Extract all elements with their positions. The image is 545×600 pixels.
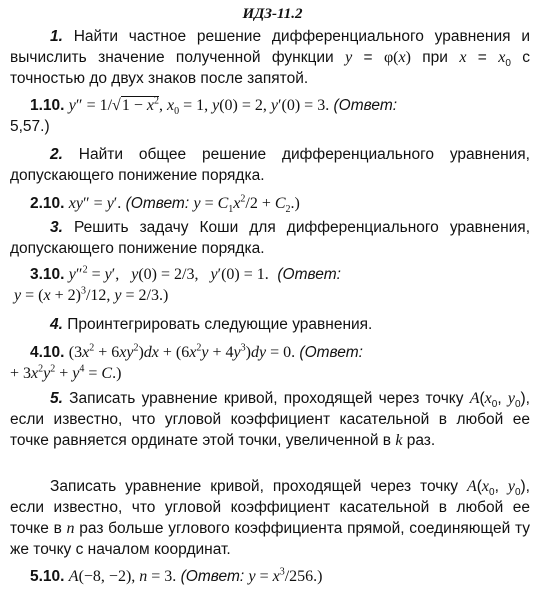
task-1-number: 1. xyxy=(50,28,63,45)
task-5-answer-number: 5.10. xyxy=(30,568,65,585)
task-3-answer-label: (Ответ: xyxy=(277,266,341,283)
task-4-text: Проинтегрировать следующие уравнения. xyxy=(67,316,373,333)
task-2-answer-label: (Ответ: xyxy=(125,195,190,212)
task-3-statement: 3. Решить задачу Коши для дифференциального уравнения, допускающего понижение порядка. xyxy=(10,219,530,257)
task-2-number: 2. xyxy=(50,146,63,163)
task-4-answer-number: 4.10. xyxy=(30,344,65,361)
task-5-answer-label: (Ответ: xyxy=(180,568,245,585)
task-1-answer-label: (Ответ: xyxy=(333,97,398,114)
task-3-answer-number: 3.10. xyxy=(30,266,65,283)
task-4-answer-label: (Ответ: xyxy=(299,344,363,361)
task-1-answer: 1.10. $y'' = 1/√1 - x^2$, $x_0 = 1$, y(0) = 2, y′(0) = 3. (Ответ: 5,57.) xyxy=(10,95,398,135)
task-5-answer: 5.10. A(−8, −2), n = 3. (Ответ: $y = x^3/256$.) xyxy=(30,566,323,585)
task-5-number: 5. xyxy=(50,390,63,407)
page-title: ИДЗ-11.2 xyxy=(242,6,303,22)
task-4-number: 4. xyxy=(50,316,63,333)
task-5-statement-a: 5. Записать уравнение кривой, проходящей через точку $A(x_0$, $y_0$), если известно, что угловой коэффициент касательной в любой ее точке равняется ординате этой точки, увеличенной в k раз. xyxy=(10,390,530,449)
task-1-statement: 1. Найти частное решение дифференциального уравнения и вычислить значение полученной функции y = φ(x) при $x = x_0$ с точностью до двух знаков после запятой. xyxy=(10,28,530,87)
task-2-answer-number: 2.10. xyxy=(30,195,65,212)
task-4-statement xyxy=(10,314,530,335)
task-5-statement-b: Записать уравнение кривой, проходящей через точку $A(x_0$, $y_0$), если известно, что угловой коэффициент касательной в любой ее точке в n раз больше углового коэффициента прямой, соединяющей ту же точку с началом координат. xyxy=(10,478,530,558)
task-3-number: 3. xyxy=(50,219,63,236)
task-3-answer: 3.10. y″$^2$ = y′, y(0) = 2/3, y′(0) = 1. (Ответ: $y = (x + 2)^3/12$, y = 2/3.) xyxy=(14,264,341,304)
task-2-answer: 2.10. xy″ = y′. (Ответ: $y = C_1x^2/2 + C_2$.) xyxy=(30,193,300,216)
task-4-answer: 4.10. $(3x^2 + 6xy^2)dx + (6x^2y + 4y^3)dy = 0$. (Ответ: + $3x^2y^2 + y^4 = C$.) xyxy=(10,342,363,382)
task-1-answer-number: 1.10. xyxy=(30,97,65,114)
task-1-answer-value: 5,57.) xyxy=(10,118,50,135)
task-2-statement: 2. Найти общее решение дифференциального уравнения, допускающего понижение порядка. xyxy=(10,146,530,184)
